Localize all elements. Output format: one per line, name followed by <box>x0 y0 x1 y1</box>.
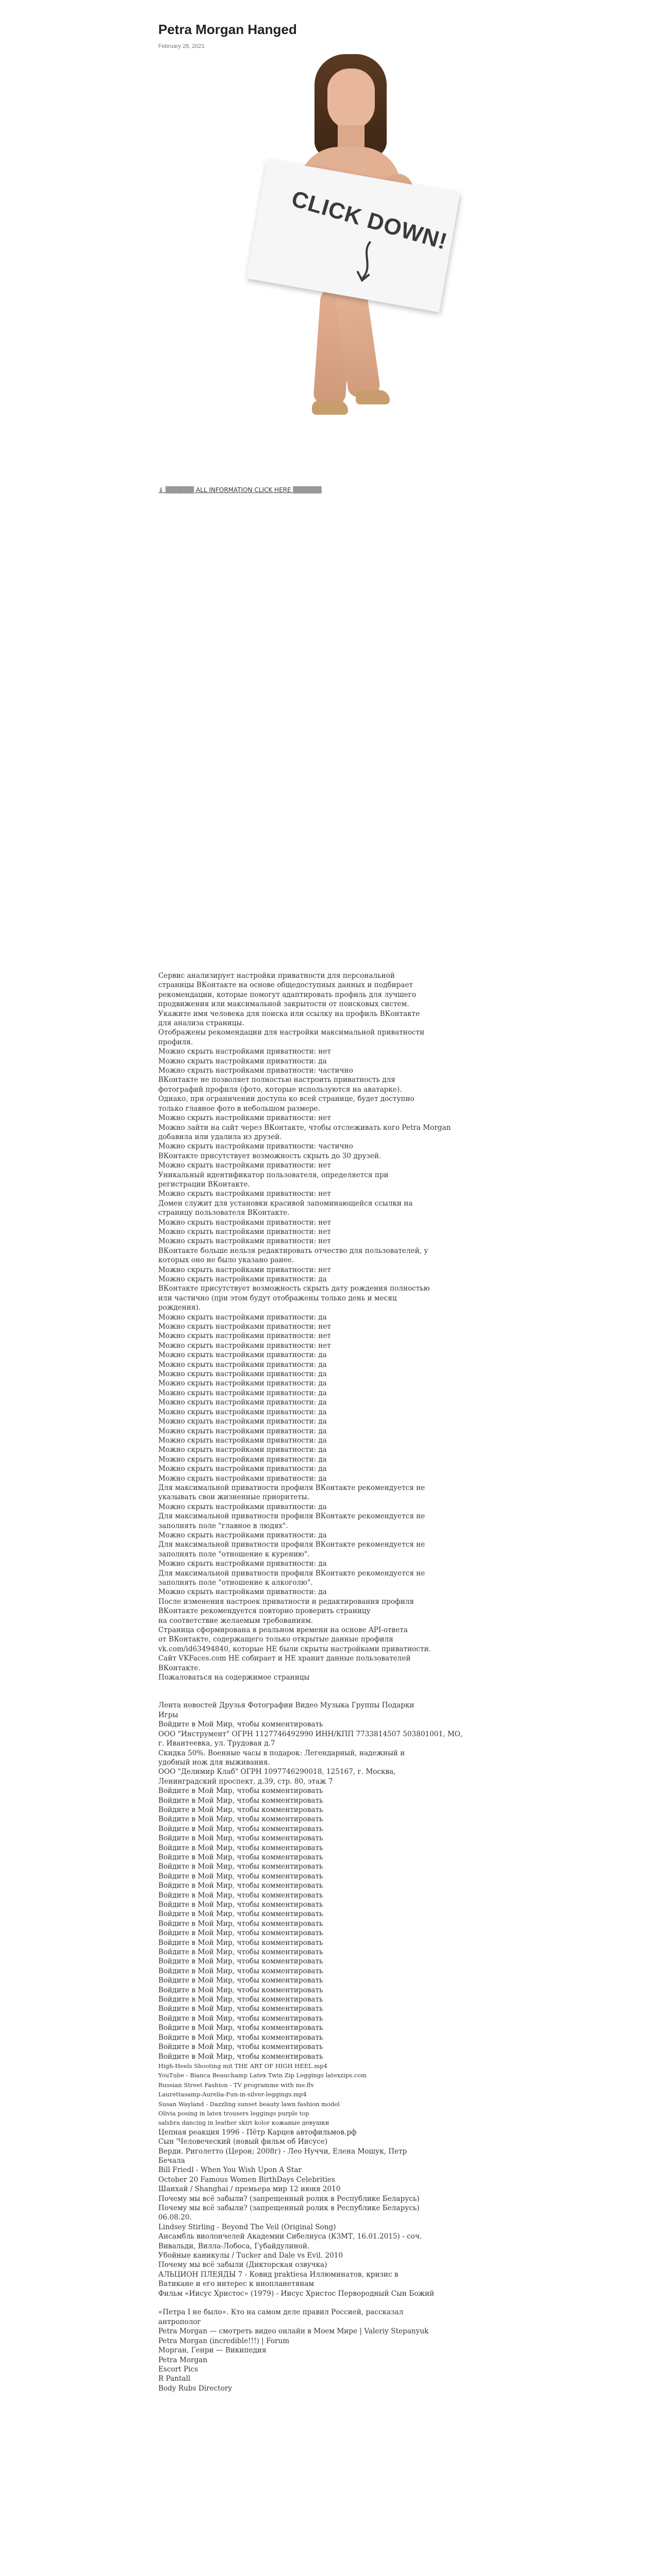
footer-line: Войдите в Мой Мир, чтобы комментировать <box>158 1720 323 1729</box>
article-line: Можно скрыть настройками приватности: да <box>158 1502 327 1511</box>
article-line: или частично (при этом будут отображены только день и месяц <box>158 1294 397 1302</box>
related-link[interactable]: High-Heels Shooting mit THE ART OF HIGH HEEL.mp4 <box>158 2062 327 2070</box>
related-link[interactable]: Цепная реакция 1996 - Пётр Карцев автофильмов.рф <box>158 2128 357 2137</box>
footer-line: ООО "Делимир Клаб" ОГРН 1097746290018, 125167, г. Москва, <box>158 1768 396 1776</box>
related-link[interactable]: Lindsey Stirling - Beyond The Veil (Original Song) <box>158 2223 336 2231</box>
article-line: Можно скрыть настройками приватности: да <box>158 1427 327 1435</box>
article-line: Можно скрыть настройками приватности: да <box>158 1379 327 1388</box>
article-line: Можно скрыть настройками приватности: да <box>158 1455 327 1464</box>
article-line: ВКонтакте рекомендуется повторно проверить страницу <box>158 1607 371 1616</box>
article-line: Можно скрыть настройками приватности: да <box>158 1465 327 1473</box>
article-line: Можно скрыть настройками приватности: нет <box>158 1323 331 1331</box>
article-line: которых оно не было указано ранее. <box>158 1256 294 1265</box>
article-line: Можно скрыть настройками приватности: да <box>158 1370 327 1379</box>
article-line: ВКонтакте не позволяет полностью настроить приватность для <box>158 1076 395 1084</box>
article-line: Можно скрыть настройками приватности: да <box>158 1417 327 1426</box>
footer-line: Войдите в Мой Мир, чтобы комментировать <box>158 1882 323 1890</box>
article-line: от ВКонтакте, содержащего только открытые данные профиля <box>158 1635 393 1644</box>
related-link[interactable]: 06.08.20. <box>158 2213 192 2222</box>
article-line: Можно скрыть настройками приватности: да <box>158 1388 327 1397</box>
related-link[interactable]: Bill Friedl - When You Wish Upon A Star <box>158 2166 302 2175</box>
related-link[interactable]: Сын 'Человеческий (новый фильм об Иисусе) <box>158 2138 328 2146</box>
footer-line: Войдите в Мой Мир, чтобы комментировать <box>158 1824 323 1833</box>
article-line: Можно скрыть настройками приватности: да <box>158 1360 327 1369</box>
article-line: Можно скрыть настройками приватности: нет <box>158 1161 331 1170</box>
article-body <box>158 971 504 2393</box>
footer-line: Войдите в Мой Мир, чтобы комментировать <box>158 1976 323 1985</box>
related-link[interactable]: Petra Morgan — смотреть видео онлайн в Моем Мире | Valeriy Stepanyuk <box>158 2327 429 2336</box>
footer-lines <box>158 1701 504 2061</box>
footer-line: Ленинградский проспект, д.39, стр. 80, этаж 7 <box>158 1777 333 1786</box>
footer-line: Войдите в Мой Мир, чтобы комментировать <box>158 1957 323 1966</box>
footer-line: г. Ивантеевка, ул. Трудовая д.7 <box>158 1739 275 1748</box>
post-title: Petra Morgan Hanged <box>158 22 297 37</box>
footer-line: Войдите в Мой Мир, чтобы комментировать <box>158 2014 323 2023</box>
article-line: Укажите имя человека для поиска или ссылку на профиль ВКонтакте <box>158 1009 420 1018</box>
article-line: Можно скрыть настройками приватности: да <box>158 1408 327 1416</box>
footer-line: Войдите в Мой Мир, чтобы комментировать <box>158 1919 323 1928</box>
article-line: Можно скрыть настройками приватности: да <box>158 1313 327 1321</box>
footer-line: Войдите в Мой Мир, чтобы комментировать <box>158 1910 323 1919</box>
article-line: для анализа страницы. <box>158 1019 244 1028</box>
footer-line: Войдите в Мой Мир, чтобы комментировать <box>158 2005 323 2013</box>
article-line: Можно скрыть настройками приватности: да <box>158 1588 327 1597</box>
related-link[interactable]: Почему мы всё забыли (Дикторская озвучка) <box>158 2261 327 2269</box>
related-link[interactable]: Susan Wayland - Dazzling sunset beauty lawn fashion model <box>158 2100 340 2108</box>
article-line: Сайт VKFaces.com НЕ собирает и НЕ хранит данные пользователей <box>158 1654 411 1663</box>
related-link[interactable]: Petra Morgan <box>158 2355 208 2364</box>
footer-line: Войдите в Мой Мир, чтобы комментировать <box>158 1853 323 1861</box>
article-line: заполнять поле "отношение к курению". <box>158 1550 310 1558</box>
article-line: vk.com/id63494840, которые НЕ были скрыты настройками приватности. <box>158 1645 431 1653</box>
footer-line: Войдите в Мой Мир, чтобы комментировать <box>158 1815 323 1824</box>
article-line: Можно скрыть настройками приватности: нет <box>158 1341 331 1350</box>
related-link[interactable]: Laurettasamp-Aurelia-Fun-in-silver-leggings.mp4 <box>158 2091 307 2098</box>
article-line: Можно скрыть настройками приватности: да <box>158 1057 327 1065</box>
article-line: заполнять поле "главное в людях". <box>158 1521 288 1530</box>
article-line: Можно скрыть настройками приватности: нет <box>158 1265 331 1274</box>
related-link[interactable]: Убойные каникулы / Tucker and Dale vs Evil. 2010 <box>158 2251 343 2260</box>
footer-line: Войдите в Мой Мир, чтобы комментировать <box>158 1843 323 1852</box>
article-line: фотографий профиля (фото, которые используются на аватарке). <box>158 1085 402 1094</box>
article-line: Для максимальной приватности профиля ВКонтакте рекомендуется не <box>158 1569 425 1578</box>
article-line: Для максимальной приватности профиля ВКонтакте рекомендуется не <box>158 1540 425 1549</box>
article-line: Однако, при ограничении доступа ко всей странице, будет доступно <box>158 1095 415 1104</box>
article-line: Можно зайти на сайт через ВКонтакте, чтобы отслеживать кого Petra Morgan <box>158 1123 451 1132</box>
article-line: Можно скрыть настройками приватности: частично <box>158 1066 353 1075</box>
related-link[interactable]: Морган, Генри — Википедия <box>158 2346 267 2355</box>
article-line: Можно скрыть настройками приватности: нет <box>158 1237 331 1246</box>
footer-line: Войдите в Мой Мир, чтобы комментировать <box>158 1891 323 1900</box>
article-line: только главное фото в небольшом размере. <box>158 1104 320 1113</box>
article-line: Можно скрыть настройками приватности: да <box>158 1531 327 1539</box>
related-link[interactable] <box>158 2298 504 2308</box>
related-links-small <box>158 2061 504 2128</box>
article-line: Можно скрыть настройками приватности: да <box>158 1560 327 1568</box>
article-line: Уникальный идентификатор пользователя, определяется при <box>158 1171 389 1179</box>
article-line: указывать свои жизненные приоритеты. <box>158 1493 310 1502</box>
footer-line: удобный нож для выживания. <box>158 1758 270 1767</box>
footer-line: Скидка 50%. Военные часы в подарок: Легендарный, надежный и <box>158 1749 405 1757</box>
footer-line: Лента новостей Друзья Фотографии Видео Музыка Группы Подарки <box>158 1701 415 1710</box>
related-link[interactable]: YouTube - Bianca Beauchamp Latex Twin Zip Leggings latexzips.com <box>158 2072 367 2079</box>
article-line: Можно скрыть настройками приватности: да <box>158 1436 327 1445</box>
footer-line: Войдите в Мой Мир, чтобы комментировать <box>158 1834 323 1843</box>
article-line: Можно скрыть настройками приватности: нет <box>158 1047 331 1056</box>
article-line: Домен служит для установки красивой запоминающейся ссылки на <box>158 1199 413 1208</box>
article-line: страницу пользователя ВКонтакте. <box>158 1209 290 1217</box>
related-link[interactable]: АЛЬЦИОН ПЛЕЯДЫ 7 - Ковид praktiesa Иллюминатов, кризис в <box>158 2270 399 2279</box>
footer-line: Войдите в Мой Мир, чтобы комментировать <box>158 1995 323 2004</box>
hero-figure-face <box>327 69 375 129</box>
related-link[interactable]: Верди. Риголетто (Церон; 2008г) - Лео Нуччи, Елена Мошук, Петр <box>158 2147 407 2156</box>
footer-line: Войдите в Мой Мир, чтобы комментировать <box>158 1872 323 1880</box>
footer-line: Войдите в Мой Мир, чтобы комментировать <box>158 1787 323 1795</box>
footer-line: Войдите в Мой Мир, чтобы комментировать <box>158 2052 323 2061</box>
related-link[interactable]: Russian Street Fashion - TV programme with me.flv <box>158 2081 315 2089</box>
footer-line: Войдите в Мой Мир, чтобы комментировать <box>158 1938 323 1947</box>
related-link[interactable]: «Петра I не было». Кто на самом деле правил Россией, рассказал <box>158 2308 404 2317</box>
related-link[interactable]: salsbra dancing in leather skirt kolor кожаные девушки <box>158 2119 329 2127</box>
footer-line: ООО "Инструмент" ОГРН 1127746492990 ИНН/КПП 7733814507 503801001, МО, <box>158 1730 463 1738</box>
related-link[interactable]: Ансамбль виолончелей Академии Сибелиуса (КЗМТ, 16.01.2015) - соч. <box>158 2232 422 2241</box>
hero-sign <box>246 159 460 312</box>
article-line: Можно скрыть настройками приватности: да <box>158 1398 327 1407</box>
related-link[interactable]: October 20 Famous Women BirthDays Celebrities <box>158 2175 335 2184</box>
footer-line: Войдите в Мой Мир, чтобы комментировать <box>158 2033 323 2042</box>
article-line: Можно скрыть настройками приватности: нет <box>158 1114 331 1123</box>
article-line: добавила или удалила из друзей. <box>158 1132 282 1141</box>
footer-line: Войдите в Мой Мир, чтобы комментировать <box>158 1929 323 1938</box>
article-line: ВКонтакте присутствует возможность скрыть дату рождения полностью <box>158 1284 430 1293</box>
related-link[interactable]: Petra Morgan (incredible!!!) | Forum <box>158 2336 290 2345</box>
article-line: ВКонтакте присутствует возможность скрыть до 30 друзей. <box>158 1151 382 1160</box>
related-link[interactable]: Escort Pics <box>158 2365 198 2374</box>
footer-line: Войдите в Мой Мир, чтобы комментировать <box>158 1948 323 1957</box>
article-line: Можно скрыть настройками приватности: нет <box>158 1227 331 1236</box>
article-line: Можно скрыть настройками приватности: да <box>158 1351 327 1360</box>
related-link[interactable]: Ватикане и его интерес к инопланетянам <box>158 2280 314 2289</box>
article-line: продвижения или максимальной закрытости от поисковых систем. <box>158 1000 409 1009</box>
hero-image[interactable] <box>206 54 505 425</box>
article-line: ВКонтакте больше нельзя редактировать отчество для пользователей, у <box>158 1246 428 1255</box>
arrow-down-icon <box>345 236 389 288</box>
hero-figure-shoe <box>312 400 348 415</box>
article-lines <box>158 971 504 1682</box>
hero-figure-shoe <box>356 390 390 404</box>
article-line: Можно скрыть настройками приватности: да <box>158 1446 327 1454</box>
article-line: Отображены рекомендации для настройки максимальной приватности <box>158 1028 425 1037</box>
footer-line: Войдите в Мой Мир, чтобы комментировать <box>158 1862 323 1871</box>
article-line: заполнять поле "отношение к алкоголю". <box>158 1579 313 1587</box>
article-line: Страница сформирована в реальном времени на основе API-ответа <box>158 1626 408 1635</box>
article-line: на соответствие желаемым требованиям. <box>158 1616 313 1625</box>
download-link[interactable]: ⇓ ▒▒▒▒▒▒ ALL INFORMATION CLICK HERE ▒▒▒▒▒▒ <box>158 486 322 494</box>
article-line: профиля. <box>158 1038 193 1046</box>
article-line: Можно скрыть настройками приватности: частично <box>158 1142 353 1151</box>
footer-line: Войдите в Мой Мир, чтобы комментировать <box>158 1796 323 1805</box>
footer-line: Войдите в Мой Мир, чтобы комментировать <box>158 2024 323 2032</box>
post-date: February 28, 2021 <box>158 43 205 49</box>
footer-line: Войдите в Мой Мир, чтобы комментировать <box>158 1805 323 1814</box>
article-line: После изменения настроек приватности и редактирования профиля <box>158 1597 414 1606</box>
related-link[interactable]: Вивальди, Вилла-Лобоса, Губайдулиной. <box>158 2242 310 2250</box>
article-line: регистрации ВКонтакте. <box>158 1180 250 1189</box>
related-links <box>158 2128 504 2393</box>
footer-line: Игры <box>158 1710 178 1719</box>
article-line: Для максимальной приватности профиля ВКонтакте рекомендуется не <box>158 1512 425 1521</box>
related-link[interactable]: Почему мы всё забыли? (запрещенный ролик в Республике Беларусь) <box>158 2194 420 2203</box>
footer-line: Войдите в Мой Мир, чтобы комментировать <box>158 1901 323 1909</box>
article-line: ВКонтакте. <box>158 1664 201 1672</box>
related-link[interactable]: Почему мы всё забыли? (запрещенный ролик в Республике Беларусь) <box>158 2204 420 2212</box>
article-line: рождения). <box>158 1303 201 1312</box>
article-line: Можно скрыть настройками приватности: да <box>158 1474 327 1483</box>
article-line: Можно скрыть настройками приватности: нет <box>158 1190 331 1198</box>
related-link[interactable]: антрополог <box>158 2317 201 2326</box>
related-link[interactable]: Body Rubs Directory <box>158 2384 233 2393</box>
article-line: страницы ВКонтакте на основе общедоступных данных и подбирает <box>158 981 413 990</box>
related-link[interactable]: Бечала <box>158 2156 185 2165</box>
related-link[interactable]: Шанхай / Shanghai / премьера мир 12 июня 2010 <box>158 2185 341 2194</box>
footer-line: Войдите в Мой Мир, чтобы комментировать <box>158 1967 323 1975</box>
article-line: Для максимальной приватности профиля ВКонтакте рекомендуется не <box>158 1483 425 1492</box>
article-line: Можно скрыть настройками приватности: да <box>158 1275 327 1283</box>
article-line: Можно скрыть настройками приватности: нет <box>158 1218 331 1227</box>
related-link[interactable]: R Pantall <box>158 2375 191 2383</box>
related-link[interactable]: Olivia posing in latex trousers leggings purple top <box>158 2109 309 2117</box>
article-line: Пожаловаться на содержимое страницы <box>158 1673 310 1682</box>
article-line: Можно скрыть настройками приватности: нет <box>158 1332 331 1341</box>
related-link[interactable]: Фильм «Иисус Христос» (1979) - Иисус Христос Первородный Сын Божий <box>158 2289 435 2298</box>
footer-line: Войдите в Мой Мир, чтобы комментировать <box>158 1986 323 1994</box>
footer-line: Войдите в Мой Мир, чтобы комментировать <box>158 2043 323 2052</box>
article-line: Сервис анализирует настройки приватности для персональной <box>158 972 395 980</box>
article-line: рекомендации, которые помогут адаптировать профиль для лучшего <box>158 990 416 999</box>
hero-sign-text: CLICK DOWN! <box>289 186 451 255</box>
